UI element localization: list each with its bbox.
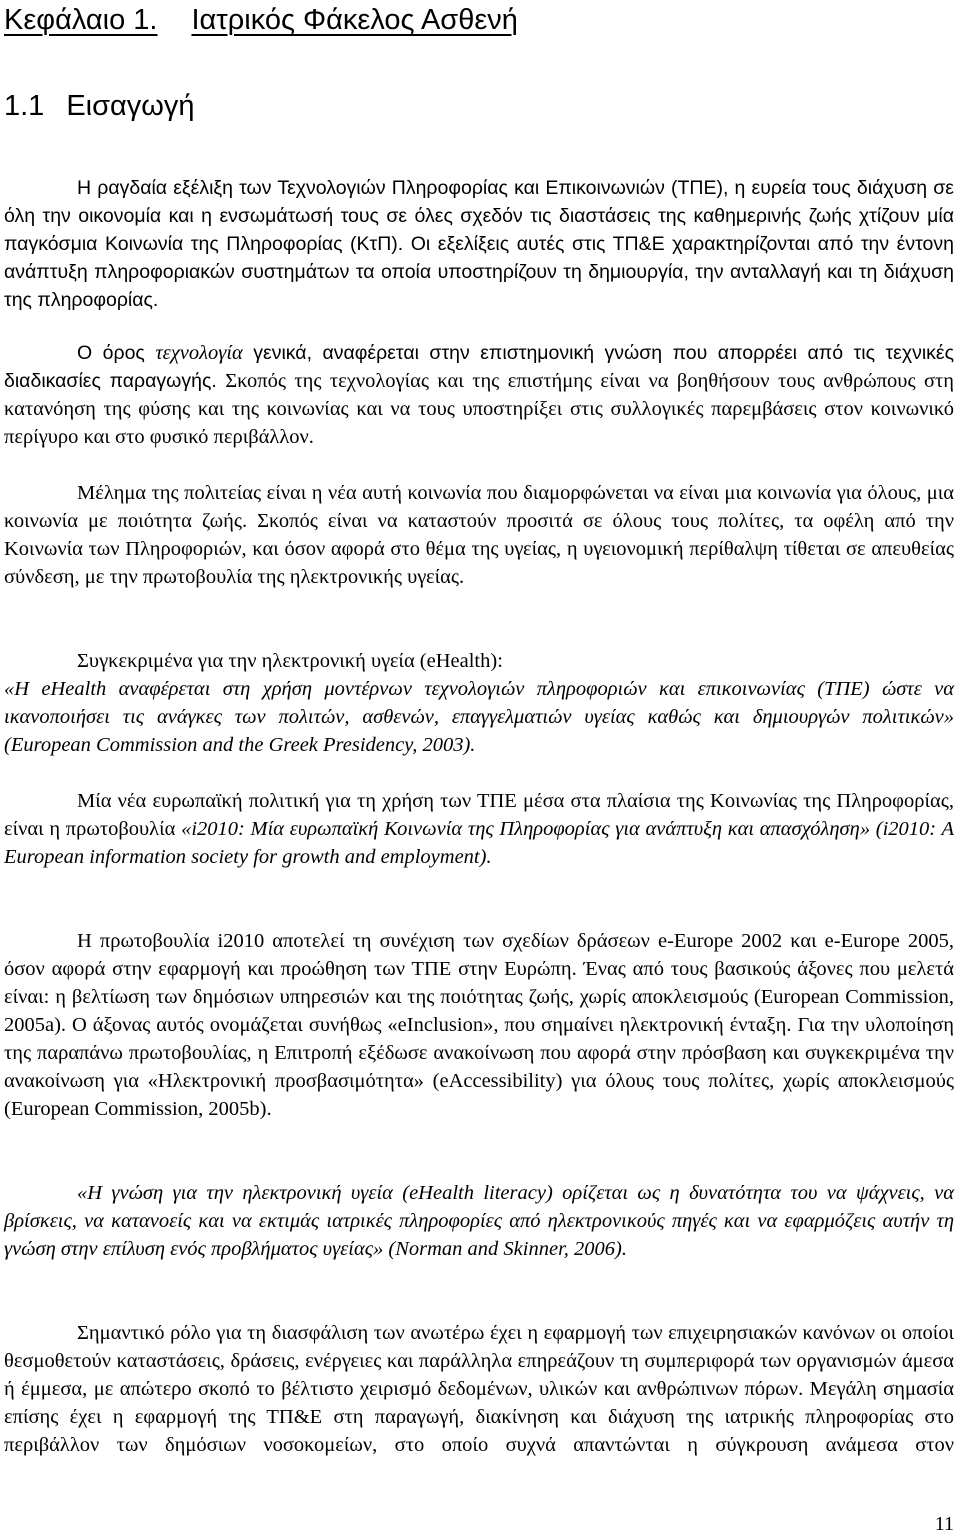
paragraph-2: [4, 339, 954, 451]
section-heading: [4, 88, 195, 124]
paragraph-3: [4, 479, 954, 591]
chapter-heading: [4, 2, 518, 38]
paragraph-4: [4, 647, 954, 675]
section-title: Εισαγωγή: [66, 90, 195, 122]
ehealth-definition-text: «Η eHealth αναφέρεται στη χρήση μοντέρνων τεχνολογιών πληροφοριών και επικοινωνίας (ΤΠΕ) ώστε να ικανοποιήσει τις ανάγκες των πολιτών, ασθενών, επαγγελματιών υγείας καθώς και δημιουργών πολιτικών» (European Commission and the Greek Presidency, 2003).: [4, 678, 954, 756]
ehealth-literacy-quote: [4, 1179, 954, 1263]
paragraph-1-text: Η ραγδαία εξέλιξη των Τεχνολογιών Πληροφορίας και Επικοινωνιών (ΤΠΕ), η ευρεία τους διάχυση σε όλη την οικονομία και η ενσωμάτωσή τους σε όλες σχεδόν τις διαστάσεις της καθημερινής ζωής χτίζουν μία παγκόσμια Κοινωνία της Πληροφορίας (ΚτΠ). Οι εξελίξεις αυτές στις ΤΠ&Ε χαρακτηρίζονται από την έντονη ανάπτυξη πληροφοριακών συστημάτων τα οποία υποστηρίζουν τη δημιουργία, την ανταλλαγή και τη διάχυση της πληροφορίας.: [4, 177, 954, 311]
paragraph-8: [4, 1319, 954, 1459]
paragraph-2-term: τεχνολογία: [155, 342, 243, 364]
paragraph-1: [4, 174, 954, 314]
ehealth-definition-quote: [4, 675, 954, 759]
chapter-title: Ιατρικός Φάκελος Ασθενή: [191, 4, 518, 36]
paragraph-8-text: Σημαντικό ρόλο για τη διασφάλιση των ανωτέρω έχει η εφαρμογή των επιχειρησιακών κανόνων οι οποίοι θεσμοθετούν καταστάσεις, δράσεις, ενέργειες και παράλληλα επηρεάζουν τη συμπεριφορά των οργανισμών άμεσα ή έμμεσα, με απώτερο σκοπό το βέλτιστο χειρισμό δεδομένων, υλικών και ανθρώπινων πόρων. Μεγάλη σημασία επίσης έχει η εφαρμογή της ΤΠ&Ε στη παραγωγή, διακίνηση και διάχυση της ιατρικής πληροφορίας στο περιβάλλον των δημόσιων νοσοκομείων, στο οποίο συχνά απαντώνται η σύγκρουση ανάμεσα στον: [4, 1322, 954, 1456]
paragraph-3-text: Μέλημα της πολιτείας είναι η νέα αυτή κοινωνία που διαμορφώνεται να είναι μια κοινωνία για όλους, μια κοινωνία με ποιότητα ζωής. Σκοπός είναι να καταστούν προσιτά σε όλους τους πολίτες, τα οφέλη από την Κοινωνία των Πληροφοριών, και όσον αφορά στο θέμα της υγείας, η υγειονομική περίθαλψη τίθεται σε απευθείας σύνδεση, με την πρωτοβουλία της ηλεκτρονικής υγείας.: [4, 482, 954, 588]
paragraph-2-text: Σκοπός της τεχνολογίας και της επιστήμης είναι να βοηθήσουν τους ανθρώπους στη κατανόηση της φύσης και της κοινωνίας και να τους υποστηρίξει στις συλλογικές παρεμβάσεις στον κοινωνικό περίγυρο και στο φυσικό περιβάλλον.: [4, 370, 955, 448]
page-number: 11: [934, 1513, 954, 1535]
paragraph-6-text: Η πρωτοβουλία i2010 αποτελεί τη συνέχιση των σχεδίων δράσεων e-Europe 2002 και e-Europe 2005, όσον αφορά στην εφαρμογή και προώθηση των ΤΠΕ στην Ευρώπη. Ένας από τους βασικούς άξονες που μελετά είναι: η βελτίωση των δημόσιων υπηρεσιών και της ποιότητας ζωής, χωρίς αποκλεισμούς (European Commission, 2005a). Ο άξονας αυτός ονομάζεται συνήθως «eInclusion», που σημαίνει ηλεκτρονική ένταξη. Για την υλοποίηση της παραπάνω πρωτοβουλίας, η Επιτροπή εξέδωσε ανακοίνωση που αφορά στην πρόσβαση και συγκεκριμένα την ανακοίνωση για «Ηλεκτρονική προσβασιμότητα» (eAccessibility) για όλους τους πολίτες, χωρίς αποκλεισμούς (European Commission, 2005b).: [4, 930, 954, 1120]
chapter-number: Κεφάλαιο 1.: [4, 4, 158, 36]
paragraph-6: [4, 927, 954, 1123]
paragraph-2-lead: Ο όρος: [77, 342, 156, 364]
paragraph-5: [4, 787, 954, 871]
paragraph-2-definition: γενικά, αναφέρεται στην επιστημονική γνώση που απορρέει από τις τεχνικές διαδικασίες παραγωγής.: [4, 342, 955, 392]
paragraph-5-text: Μία νέα ευρωπαϊκή πολιτική για τη χρήση των ΤΠΕ μέσα στα πλαίσια της Κοινωνίας της Πληροφορίας, είναι η πρωτοβουλία: [4, 790, 954, 840]
ehealth-literacy-text: «Η γνώση για την ηλεκτρονική υγεία (eHealth literacy) ορίζεται ως η δυνατότητα του να ψάχνεις, να βρίσκεις, να κατανοείς και να εκτιμάς ιατρικές πληροφορίες από ηλεκτρονικούς πηγές και να εφαρμόζεις αυτήν τη γνώση στην επίλυση ενός προβλήματος υγείας» (Norman and Skinner, 2006).: [4, 1182, 954, 1260]
i2010-quote: «i2010: Μία ευρωπαϊκή Κοινωνία της Πληροφορίας για ανάπτυξη και απασχόληση» (i2010: A European information society for growth and employment).: [4, 818, 954, 868]
section-number: 1.1: [4, 90, 45, 122]
paragraph-4-intro: Συγκεκριμένα για την ηλεκτρονική υγεία (eHealth):: [77, 650, 503, 672]
